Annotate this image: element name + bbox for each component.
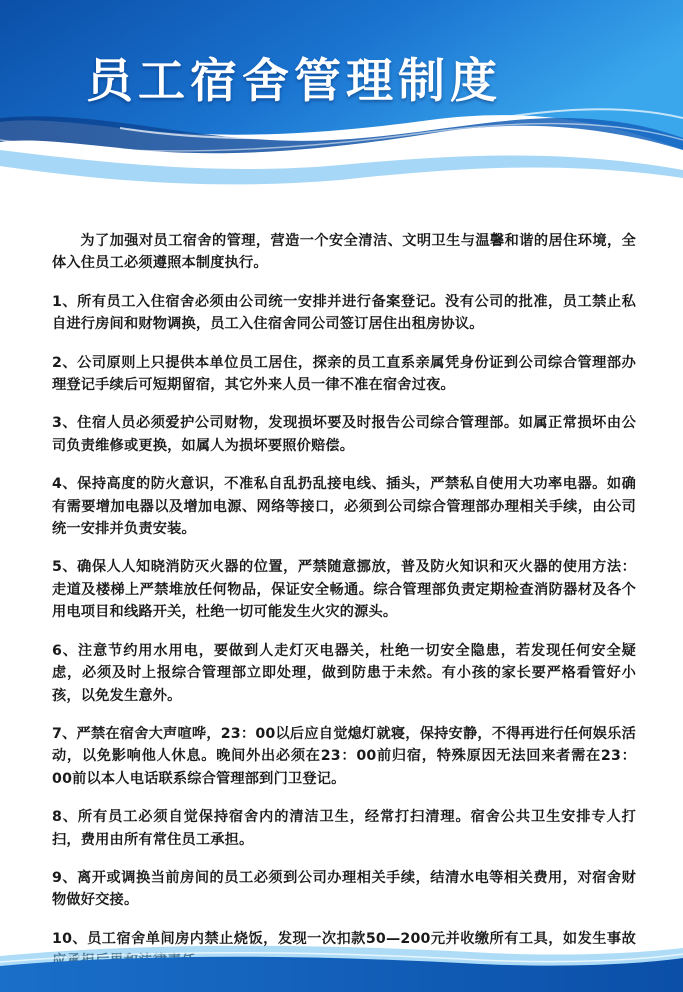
rule-item: 10、员工宿舍单间房内禁止烧饭，发现一次扣款50—200元并收缴所有工具，如发生事故 — [52, 930, 636, 947]
rule-item: 7、严禁在宿舍大声喧哗，23：00以后应自觉熄灯就寝，保持安静，不得再进行任何娱乐活动，以免影响他人休息。晚间外出必须在23：00前归宿，特殊原因无法回来者需在23：00前以本人电话联系综合管理部到门卫登记。 — [52, 725, 636, 787]
intro-paragraph: 为了加强对员工宿舍的管理，营造一个安全清洁、文明卫生与温馨和谐的居住环境，全体入住员工必须遵照本制度执行。 — [52, 233, 636, 272]
rule-item: 1、所有员工入住宿舍必须由公司统一安排并进行备案登记。没有公司的批准，员工禁止私自进行房间和财物调换，员工入住宿舍同公司签订居住出租房协议。 — [52, 293, 636, 333]
rule-item: 4、保持高度的防火意识，不准私自乱扔乱接电线、插头，严禁私自使用大功率电器。如确有需要增加电器以及增加电源、网络等接口，必须到公司综合管理部办理相关手续，由公司统一安排并负责安装。 — [52, 476, 636, 538]
footer-wave-graphic — [0, 922, 683, 992]
page-title: 员工宿舍管理制度 — [86, 54, 502, 109]
rule-item: 2、公司原则上只提供本单位员工居住，探亲的员工直系亲属凭身份证到公司综合管理部办理登记手续后可短期留宿，其它外来人员一律不准在宿舍过夜。 — [52, 354, 636, 394]
rule-item: 6、注意节约用水用电，要做到人走灯灭电器关，杜绝一切安全隐患，若发现任何安全疑虑，必须及时上报综合管理部立即处理，做到防患于未然。有小孩的家长要严格看管好小孩，以免发生意外。 — [52, 642, 636, 704]
regulation-body — [52, 230, 636, 989]
rule-item: 9、离开或调换当前房间的员工必须到公司办理相关手续，结清水电等相关费用，对宿舍财物做好交接。 — [52, 869, 636, 909]
rule-item: 5、确保人人知晓消防灭火器的位置，严禁随意挪放，普及防火知识和灭火器的使用方法：走道及楼梯上严禁堆放任何物品，保证安全畅通。综合管理部负责定期检查消防器材及各个用电项目和线路开关，杜绝一切可能发生火灾的源头。 — [52, 559, 636, 621]
footer-banner — [0, 922, 683, 992]
header-banner — [0, 0, 683, 215]
rule-item: 8、所有员工必须自觉保持宿舍内的清洁卫生，经常打扫清理。宿舍公共卫生安排专人打扫，费用由所有常住员工承担。 — [52, 809, 636, 848]
rule-item: 3、住宿人员必须爱护公司财物，发现损坏要及时报告公司综合管理部。如属正常损坏由公司负责维修或更换，如属人为损坏要照价赔偿。 — [52, 415, 636, 454]
